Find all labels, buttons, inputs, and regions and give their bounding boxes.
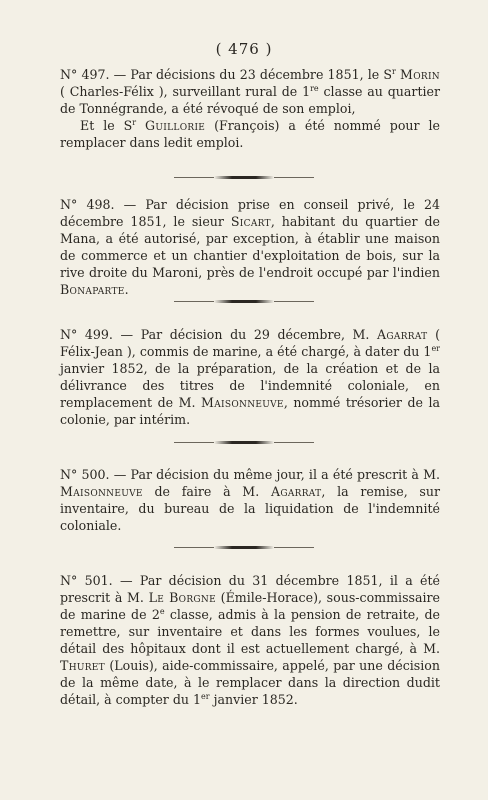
entry-text: classe au quartier de Tonnégrande, a été révoqué de son emploi, <box>60 84 441 116</box>
entry-text: , nommé trésorier de la colonie, par intérim. <box>60 395 441 427</box>
entry-text: , habitant du quartier de Mana, a été autorisé, par exception, à établir une maison de commerce et un chantier d'exploitation de bois, sur la rive droite du Maroni, près de l'endroit occupé par l'indien <box>60 214 440 280</box>
entry-501-paragraph <box>60 572 440 708</box>
entry-text: classe, admis à la pension de retraite, de remettre, sur inventaire et dans les formes voulues, le détail des hôpitaux dont il est actuellement chargé, à M. <box>60 607 440 656</box>
section-divider <box>214 176 274 179</box>
entry-text: janvier 1852. <box>213 692 298 707</box>
person-name: Agarrat <box>377 327 428 342</box>
superscript: er <box>201 691 210 701</box>
entry-text: ( Félix-Jean ), commis de marine, a été chargé, à dater du 1 <box>60 327 440 359</box>
entry-text: janvier 1852, de la préparation, de la création et de la délivrance des titres de l'indemnité coloniale, en remplacement de M. <box>60 361 440 410</box>
person-name: Thuret <box>60 658 105 673</box>
entry-text: de faire à M. <box>154 484 260 499</box>
entry-497-paragraph-1 <box>60 66 440 117</box>
person-name: Morin <box>400 67 440 82</box>
entry-text: Et le S <box>80 118 133 133</box>
section-divider <box>214 300 274 303</box>
superscript: re <box>310 83 319 93</box>
entry-text: N° 498. — Par décision prise en conseil privé, le 24 décembre 1851, le sieur <box>60 197 440 229</box>
section-divider <box>214 546 274 549</box>
entry-text: , la remise, sur inventaire, du bureau de la liquidation de l'indemnité coloniale. <box>60 484 440 533</box>
entry-text: N° 497. — Par décisions du 23 décembre 1851, le S <box>60 67 393 82</box>
entry-text: (Louis), aide-commissaire, appelé, par une décision de la même date, à le remplacer dans la direction dudit détail, à compter du 1 <box>60 658 440 707</box>
entry-497 <box>60 66 440 151</box>
entry-text: . <box>124 282 129 297</box>
entry-text: ( Charles-Félix ), surveillant rural de 1 <box>60 84 311 99</box>
person-name: Maisonneuve <box>201 395 284 410</box>
entry-499-paragraph <box>60 326 440 428</box>
entry-text: N° 499. — Par décision du 29 décembre, M. <box>60 327 370 342</box>
superscript: r <box>132 117 137 127</box>
entry-498 <box>60 196 440 298</box>
superscript: r <box>392 66 396 76</box>
section-divider <box>214 441 274 444</box>
entry-498-paragraph <box>60 196 440 298</box>
person-name: Agarrat <box>270 484 322 499</box>
entry-text: N° 500. — Par décision du même jour, il a été prescrit à M. <box>60 467 440 482</box>
entry-text: N° 501. — Par décision du 31 décembre 1851, il a été prescrit à M. <box>60 573 440 605</box>
entry-500 <box>60 466 440 534</box>
entry-499 <box>60 326 440 428</box>
person-name: Sicart <box>230 214 271 229</box>
person-name: Maisonneuve <box>60 484 143 499</box>
superscript: e <box>159 606 165 616</box>
entry-500-paragraph <box>60 466 440 534</box>
entry-501 <box>60 572 440 708</box>
superscript: er <box>431 343 440 353</box>
person-name: Le Borgne <box>148 590 216 605</box>
entry-text: (Émile-Horace), sous-commissaire de marine de 2 <box>60 590 441 622</box>
person-name: Bonaparte <box>60 282 125 297</box>
person-name: Guillorie <box>145 118 206 133</box>
page-number: ( 476 ) <box>215 40 273 58</box>
entry-497-paragraph-2 <box>60 117 440 151</box>
entry-text: (François) a été nommé pour le remplacer dans ledit emploi. <box>60 118 440 150</box>
